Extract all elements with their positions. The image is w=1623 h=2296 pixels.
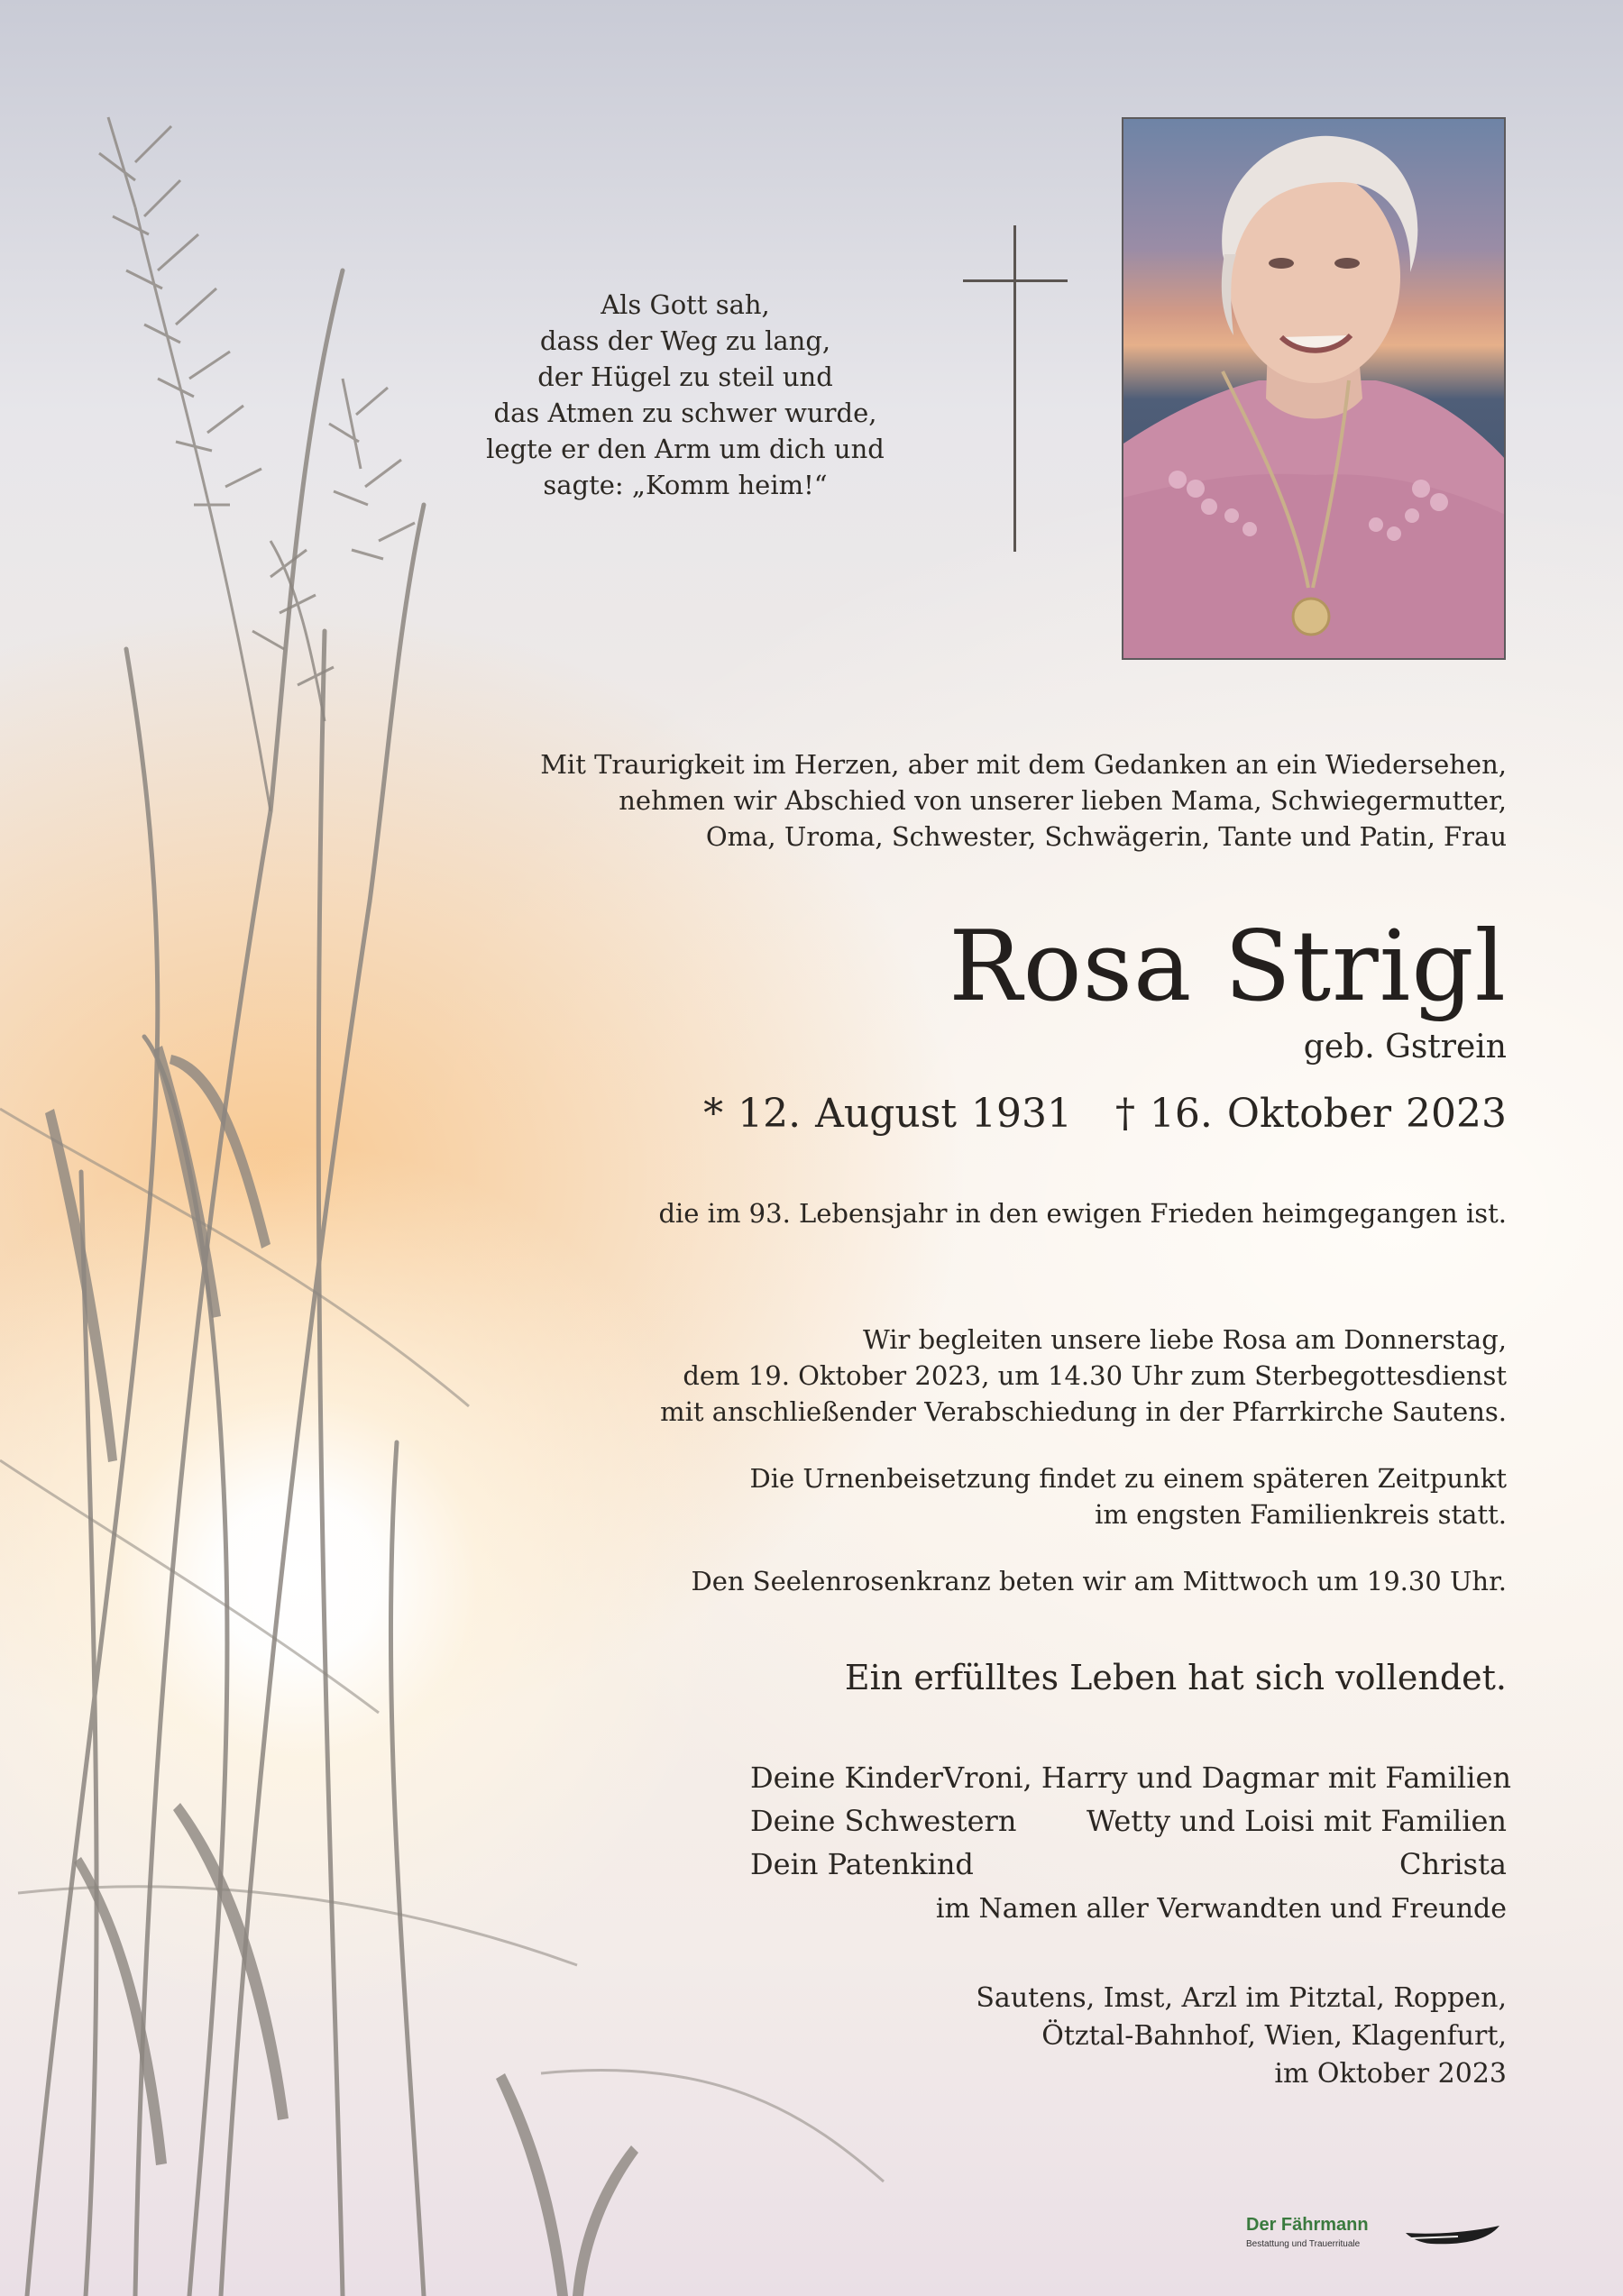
family-role: Deine Schwestern [750, 1804, 1017, 1838]
service-line: dem 19. Oktober 2023, um 14.30 Uhr zum Sterbegottesdienst [683, 1360, 1507, 1391]
logo-subtitle: Bestattung und Trauerrituale [1246, 2239, 1361, 2249]
poem-line: legte er den Arm um dich und [486, 434, 885, 464]
boat-icon [1404, 2222, 1503, 2249]
rosary-info: Den Seelenrosenkranz beten wir am Mittwoch um 19.30 Uhr. [691, 1566, 1507, 1596]
places-and-date [976, 1980, 1507, 2093]
undertaker-logo [1246, 2215, 1508, 2269]
family-names: Vroni, Harry und Dagmar mit Familien [943, 1761, 1511, 1795]
motto: Ein erfülltes Leben hat sich vollendet. [844, 1658, 1507, 1697]
family-role: Dein Patenkind [750, 1847, 974, 1881]
family-row [750, 1799, 1507, 1843]
intro-text [540, 746, 1507, 855]
family-names: Christa [1399, 1847, 1507, 1881]
family-row [750, 1756, 1511, 1799]
intro-line: Oma, Uroma, Schwester, Schwägerin, Tante und Patin, Frau [705, 821, 1507, 852]
places-line: Sautens, Imst, Arzl im Pitztal, Roppen, [976, 1982, 1507, 2014]
cross-icon-bar [963, 279, 1068, 282]
poem-line: der Hügel zu steil und [537, 361, 833, 392]
poem-line: das Atmen zu schwer wurde, [493, 398, 877, 428]
urn-line: Die Urnenbeisetzung findet zu einem späteren Zeitpunkt [749, 1463, 1507, 1494]
death-date: † 16. Oktober 2023 [1114, 1091, 1507, 1137]
service-info [660, 1322, 1507, 1430]
intro-line: Mit Traurigkeit im Herzen, aber mit dem Gedanken an ein Wiedersehen, [540, 749, 1507, 780]
life-dates [703, 1089, 1507, 1139]
places-line: Ötztal-Bahnhof, Wien, Klagenfurt, [1041, 2020, 1507, 2052]
date-line: im Oktober 2023 [1274, 2058, 1507, 2090]
portrait-photo [1122, 117, 1506, 660]
deceased-name: Rosa Strigl [949, 910, 1507, 1023]
family-names: Wetty und Loisi mit Familien [1087, 1804, 1507, 1838]
cross-icon [1013, 225, 1016, 552]
intro-line: nehmen wir Abschied von unserer lieben Mama, Schwiegermutter, [619, 785, 1507, 816]
service-line: mit anschließender Verabschiedung in der Pfarrkirche Sautens. [660, 1396, 1507, 1427]
urn-info [750, 1460, 1508, 1532]
service-line: Wir begleiten unsere liebe Rosa am Donnerstag, [862, 1324, 1507, 1355]
family-role: Deine Kinder [750, 1761, 944, 1795]
logo-title: Der Fährmann [1246, 2215, 1369, 2235]
maiden-name: geb. Gstrein [1303, 1029, 1507, 1066]
signature-line: im Namen aller Verwandten und Freunde [935, 1893, 1507, 1925]
family-row [750, 1843, 1507, 1886]
poem-line: dass der Weg zu lang, [539, 325, 831, 356]
poem-line: Als Gott sah, [601, 289, 770, 320]
poem-line: sagte: „Komm heim!“ [543, 470, 828, 500]
age-text: die im 93. Lebensjahr in den ewigen Frieden heimgegangen ist. [658, 1198, 1507, 1229]
birth-date: * 12. August 1931 [703, 1091, 1072, 1137]
family-list [750, 1756, 1511, 1886]
urn-line: im engsten Familienkreis statt. [1095, 1499, 1507, 1530]
poem [424, 287, 947, 503]
